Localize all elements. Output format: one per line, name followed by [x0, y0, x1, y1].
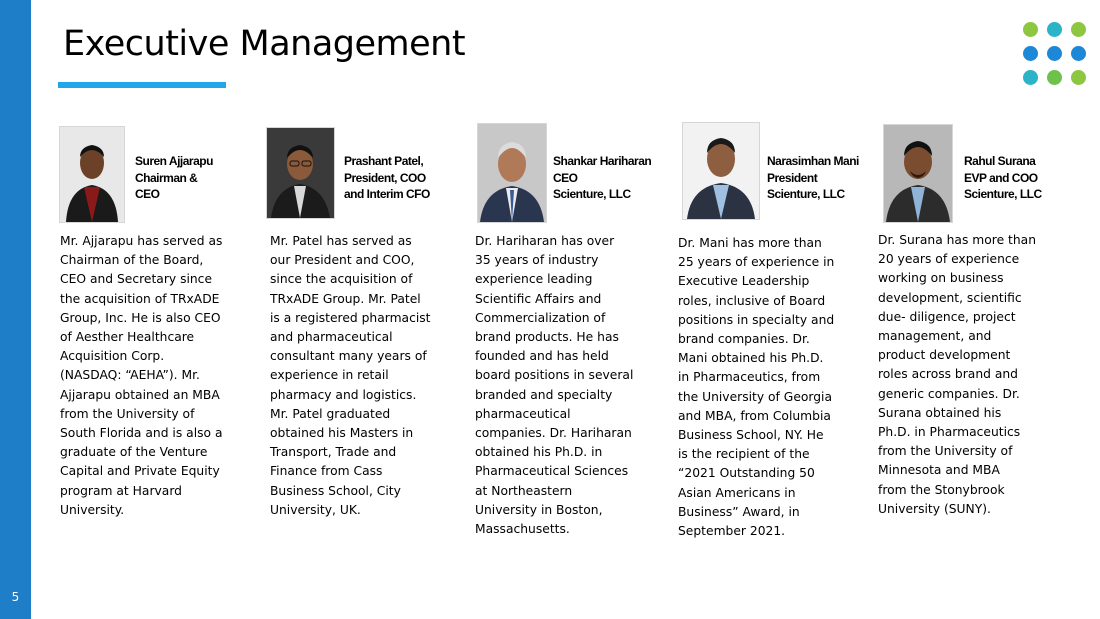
page-number: 5 — [11, 590, 20, 604]
executive-bio: Dr. Surana has more than 20 years of experience working on business development, scientific due- diligence, project management, and product development roles across brand and generic companies. Dr. Surana obtained his Ph.D. in Pharmaceutics from the University of Minnesota and MBA from the Stonybrook University (SUNY). — [878, 233, 1036, 516]
executive-name-title: Prashant Patel, President, COO and Interim CFO — [344, 154, 430, 201]
executive-bio: Dr. Mani has more than 25 years of experience in Executive Leadership roles, inclusive of Board positions in specialty and brand companies. Dr. Mani obtained his Ph.D. in Pharmaceutics, from the University of Georgia and MBA, from Columbia Business School, NY. He is the recipient of the “2021 Outstanding 50 Asian Americans in Business” Award, in September 2021. — [678, 236, 835, 539]
executive-name-title: Suren Ajjarapu Chairman & CEO — [135, 154, 213, 201]
side-accent-bar — [0, 0, 31, 619]
executive-photo — [477, 123, 547, 223]
executive-bio: Dr. Hariharan has over 35 years of industry experience leading Scientific Affairs and Commercialization of brand products. He has founded and has held board positions in several branded and specialty pharmaceutical companies. Dr. Hariharan obtained his Ph.D. in Pharmaceutical Sciences at Northeastern University in Boston, Massachusetts. — [475, 234, 634, 537]
executive-bio: Mr. Patel has served as our President and COO, since the acquisition of TRxADE Group. Mr. Patel is a registered pharmacist and pharmaceutical consultant many years of experience in retail pharmacy and logistics. Mr. Patel graduated obtained his Masters in Transport, Trade and Finance from Cass Business School, City University, UK. — [270, 234, 431, 517]
executive-bio: Mr. Ajjarapu has served as Chairman of the Board, CEO and Secretary since the acquisition of TRxADE Group, Inc. He is also CEO of Aesther Healthcare Acquisition Corp. (NASDAQ: “AEHA”). Mr. Ajjarapu obtained an MBA from the University of South Florida and is also a graduate of the Venture Capital and Private Equity program at Harvard University. — [60, 234, 223, 517]
executive-name-title: Narasimhan Mani President Scienture, LLC — [767, 154, 859, 201]
company-logo — [1023, 22, 1087, 86]
executive-name-title: Rahul Surana EVP and COO Scienture, LLC — [964, 154, 1042, 201]
executive-photo — [682, 122, 760, 220]
page-title: Executive Management — [63, 24, 466, 64]
title-underline — [58, 82, 226, 88]
executive-photo — [266, 127, 335, 219]
executive-photo — [59, 126, 125, 223]
executive-photo — [883, 124, 953, 223]
executive-name-title: Shankar Hariharan CEO Scienture, LLC — [553, 154, 652, 201]
